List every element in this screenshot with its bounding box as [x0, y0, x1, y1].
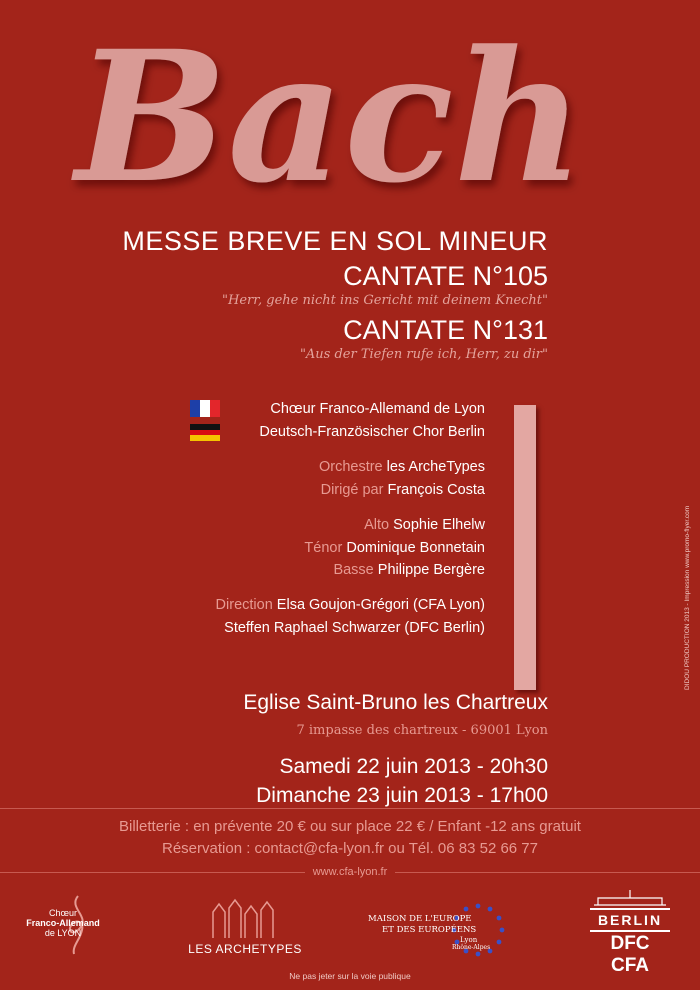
orchestra-name: les ArcheTypes — [386, 459, 485, 475]
choirs-block — [259, 398, 485, 443]
maison-line2: ET DES EUROPÉENS — [382, 925, 477, 935]
maison-line1: MAISON DE L'EUROPE — [368, 914, 472, 924]
germany-flag-icon — [190, 424, 220, 441]
cfa-lyon-logo — [28, 888, 118, 958]
program-mass: MESSE BREVE EN SOL MINEUR — [122, 226, 548, 256]
organ-pipes-icon — [185, 898, 305, 940]
alto-label: Alto — [364, 517, 390, 533]
bass-name: Philippe Bergère — [377, 562, 485, 578]
dfc-text: DFC CFA — [590, 930, 670, 977]
berlin-text: BERLIN — [590, 908, 670, 928]
berlin-dfc-logo — [590, 888, 670, 976]
program-cantata-131: CANTATE N°131 — [343, 315, 548, 345]
program-cantata-105: CANTATE N°105 — [343, 261, 548, 291]
france-flag-icon — [190, 400, 220, 417]
tenor-label: Ténor — [304, 539, 343, 556]
program-quote-105: "Herr, gehe nicht ins Gericht mit deinem Knecht" — [222, 293, 548, 308]
orchestra-block — [319, 456, 485, 501]
cfa-logo-line3: de LYON — [44, 928, 82, 938]
website-text: www.cfa-lyon.fr — [305, 866, 396, 878]
archetypes-text: LES ARCHETYPES — [188, 942, 302, 956]
orchestra-label: Orchestre — [318, 459, 383, 475]
maison-line3: Lyon — [460, 936, 478, 944]
conductor-label: Dirigé par — [320, 481, 384, 498]
side-credit: DIDOU PRODUCTION 2013 - Impression www.promo-flyer.com — [684, 505, 691, 690]
direction-block — [216, 594, 485, 639]
bach-title — [60, 20, 620, 220]
venue-name: Eglise Saint-Bruno les Chartreux — [243, 691, 548, 714]
website-link[interactable] — [0, 866, 700, 878]
direction-name-berlin: Steffen Raphael Schwarzer (DFC Berlin) — [224, 619, 485, 636]
decorative-bar — [514, 405, 536, 690]
maison-europe-logo — [368, 900, 528, 965]
date-saturday: Samedi 22 juin 2013 - 20h30 — [279, 755, 548, 778]
conductor-name: François Costa — [387, 481, 485, 498]
choir-berlin: Deutsch-Französischer Chor Berlin — [259, 423, 485, 440]
bass-label: Basse — [333, 562, 374, 578]
cfa-logo-line1: Chœur — [48, 908, 77, 918]
soloists-block — [304, 514, 485, 582]
program-quote-131: "Aus der Tiefen rufe ich, Herr, zu dir" — [299, 347, 548, 362]
ticket-info: Billetterie : en prévente 20 € ou sur place 22 € / Enfant -12 ans gratuit — [119, 818, 581, 835]
building-icon — [590, 888, 670, 906]
date-sunday: Dimanche 23 juin 2013 - 17h00 — [256, 784, 548, 807]
archetypes-logo — [185, 898, 305, 958]
alto-name: Sophie Elhelw — [393, 517, 485, 533]
bach-title-text: Bach — [75, 20, 585, 220]
cfa-logo-line2: Franco-Allemand — [26, 918, 100, 928]
direction-name-lyon: Elsa Goujon-Grégori (CFA Lyon) — [276, 597, 485, 613]
footnote: Ne pas jeter sur la voie publique — [289, 971, 411, 981]
choir-lyon: Chœur Franco-Allemand de Lyon — [270, 401, 485, 417]
tenor-name: Dominique Bonnetain — [346, 539, 485, 556]
reservation-info: Réservation : contact@cfa-lyon.fr ou Tél. 06 83 52 66 77 — [162, 840, 538, 857]
venue-address: 7 impasse des chartreux - 69001 Lyon — [296, 723, 548, 738]
divider-top — [0, 808, 700, 809]
maison-line4: Rhône-Alpes — [452, 944, 491, 951]
direction-label: Direction — [215, 597, 273, 613]
